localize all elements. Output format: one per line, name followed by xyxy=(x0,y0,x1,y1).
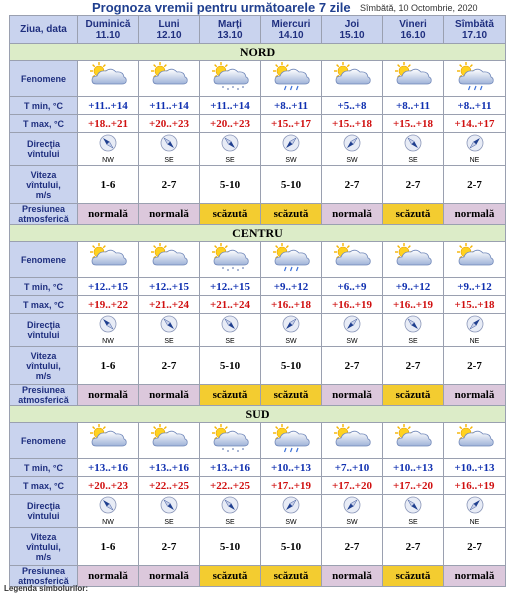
tmin-value: +12..+15 xyxy=(78,278,139,296)
day-date: 17.10 xyxy=(461,29,488,41)
wind-direction-text: SE xyxy=(225,518,235,526)
pressure-label-text: Presiunea xyxy=(21,204,66,214)
pressure-value: scăzută xyxy=(200,566,261,587)
wind-speed-value: 1-6 xyxy=(78,528,139,566)
wind-direction-cell xyxy=(261,314,322,347)
pressure-value: scăzută xyxy=(261,385,322,406)
pressure-value: scăzută xyxy=(200,204,261,225)
wind-direction-icon xyxy=(282,315,300,333)
pressure-row xyxy=(10,385,506,406)
tmax-value: +20..+23 xyxy=(139,115,200,133)
partly-cloudy-icon xyxy=(87,423,129,453)
pressure-value: normală xyxy=(139,566,200,587)
wind-direction-icon xyxy=(404,134,422,152)
tmin-value: +8..+11 xyxy=(261,97,322,115)
tmax-value: +17..+20 xyxy=(322,477,383,495)
tmax-label-text: T max, °C xyxy=(22,480,65,491)
region-title: CENTRU xyxy=(10,225,506,242)
wind-direction-row xyxy=(10,495,506,528)
pressure-value: normală xyxy=(78,566,139,587)
wind-direction-text: SW xyxy=(285,337,297,345)
wind-direction-text: SE xyxy=(164,518,174,526)
wind-speed-label-text: vîntului, xyxy=(26,360,61,371)
pressure-value: normală xyxy=(78,385,139,406)
weather-cell xyxy=(322,242,383,278)
wind-direction-label xyxy=(10,314,78,347)
pressure-label-text: atmosferică xyxy=(18,576,69,586)
wind-speed-label xyxy=(10,347,78,385)
day-name: Miercuri xyxy=(271,18,311,30)
wind-speed-label-text: Viteza xyxy=(30,531,57,542)
wind-direction-cell xyxy=(444,314,506,347)
weather-cell xyxy=(78,242,139,278)
wind-direction-cell xyxy=(261,495,322,528)
day-date: 15.10 xyxy=(339,29,365,41)
pressure-value: normală xyxy=(444,566,506,587)
pressure-label-text: atmosferică xyxy=(18,214,69,224)
cloud-rain-sun-icon xyxy=(270,61,312,91)
partly-cloudy-icon xyxy=(454,423,496,453)
wind-direction-cell xyxy=(444,495,506,528)
cloud-snow-icon xyxy=(209,242,251,272)
wind-direction-cell xyxy=(200,133,261,166)
wind-speed-value: 5-10 xyxy=(261,166,322,204)
weather-cell xyxy=(78,61,139,97)
wind-direction-text: SW xyxy=(346,518,358,526)
wind-direction-label xyxy=(10,133,78,166)
weather-cell xyxy=(444,423,506,459)
region-title: SUD xyxy=(10,406,506,423)
wind-direction-text: NE xyxy=(469,156,480,164)
cloud-snow-icon xyxy=(209,423,251,453)
tmin-value: +11..+14 xyxy=(78,97,139,115)
wind-direction-text: SW xyxy=(285,156,297,164)
weather-cell xyxy=(139,61,200,97)
legend-footer: Legenda simbolurilor: xyxy=(4,584,89,593)
wind-direction-text: SW xyxy=(285,518,297,526)
tmin-value: +13..+16 xyxy=(200,459,261,477)
tmin-value: +9..+12 xyxy=(383,278,444,296)
wind-direction-text: SE xyxy=(164,337,174,345)
wind-direction-icon xyxy=(221,134,239,152)
tmin-label-text: T min, °C xyxy=(23,100,64,111)
wind-direction-icon xyxy=(221,496,239,514)
wind-speed-label-text: m/s xyxy=(35,551,52,562)
partly-cloudy-icon xyxy=(454,242,496,272)
pressure-value: scăzută xyxy=(261,204,322,225)
tmax-value: +14..+17 xyxy=(444,115,506,133)
tmax-value: +21..+24 xyxy=(200,296,261,314)
wind-direction-icon xyxy=(99,134,117,152)
weather-cell xyxy=(383,242,444,278)
wind-direction-cell xyxy=(139,314,200,347)
region-title: NORD xyxy=(10,44,506,61)
wind-direction-text: SW xyxy=(346,156,358,164)
wind-direction-icon xyxy=(282,134,300,152)
wind-speed-value: 2-7 xyxy=(139,528,200,566)
weather-cell xyxy=(200,242,261,278)
pressure-value: normală xyxy=(139,385,200,406)
tmax-value: +22..+25 xyxy=(200,477,261,495)
wind-direction-row xyxy=(10,133,506,166)
pressure-value: normală xyxy=(444,385,506,406)
wind-speed-value: 5-10 xyxy=(200,166,261,204)
wind-direction-icon xyxy=(282,496,300,514)
pressure-label-text: Presiunea xyxy=(21,385,66,395)
wind-direction-label-text: vîntului xyxy=(27,330,60,340)
wind-speed-label-text: m/s xyxy=(35,189,52,200)
title-bar xyxy=(0,0,513,16)
wind-direction-label-text: vîntului xyxy=(27,149,60,159)
wind-direction-cell xyxy=(383,133,444,166)
region-row xyxy=(10,406,506,423)
wind-direction-label-text: Direcţia xyxy=(26,501,61,511)
tmax-label xyxy=(10,296,78,314)
wind-speed-label xyxy=(10,166,78,204)
partly-cloudy-icon xyxy=(148,61,190,91)
pressure-label xyxy=(10,204,78,225)
pressure-label-text: atmosferică xyxy=(18,395,69,405)
day-header xyxy=(78,16,139,44)
tmin-value: +5..+8 xyxy=(322,97,383,115)
pressure-row xyxy=(10,204,506,225)
phenomena-label xyxy=(10,423,78,459)
wind-speed-value: 2-7 xyxy=(322,528,383,566)
tmin-value: +7..+10 xyxy=(322,459,383,477)
wind-direction-label-text: Direcţia xyxy=(26,320,61,330)
tmin-value: +6..+9 xyxy=(322,278,383,296)
weather-cell xyxy=(200,423,261,459)
wind-direction-icon xyxy=(466,315,484,333)
wind-direction-icon xyxy=(160,496,178,514)
phenomena-label xyxy=(10,242,78,278)
wind-speed-value: 5-10 xyxy=(200,528,261,566)
tmax-value: +17..+19 xyxy=(261,477,322,495)
weather-cell xyxy=(139,423,200,459)
phenomena-label-text: Fenomene xyxy=(20,73,66,84)
partly-cloudy-icon xyxy=(87,242,129,272)
pressure-value: normală xyxy=(444,204,506,225)
day-header xyxy=(322,16,383,44)
header-label: Ziua, data xyxy=(10,16,78,44)
weather-cell xyxy=(78,423,139,459)
wind-direction-cell xyxy=(322,133,383,166)
tmax-value: +18..+21 xyxy=(78,115,139,133)
wind-direction-cell xyxy=(322,495,383,528)
wind-speed-row xyxy=(10,528,506,566)
weather-cell xyxy=(261,423,322,459)
wind-direction-icon xyxy=(343,496,361,514)
tmin-row xyxy=(10,459,506,477)
wind-speed-value: 2-7 xyxy=(139,166,200,204)
wind-speed-value: 1-6 xyxy=(78,347,139,385)
wind-direction-icon xyxy=(404,315,422,333)
tmax-value: +20..+23 xyxy=(200,115,261,133)
tmax-value: +16..+19 xyxy=(444,477,506,495)
cloud-snow-icon xyxy=(209,61,251,91)
wind-speed-value: 2-7 xyxy=(444,528,506,566)
day-header xyxy=(261,16,322,44)
wind-direction-cell xyxy=(78,495,139,528)
wind-direction-icon xyxy=(99,496,117,514)
wind-speed-label-text: m/s xyxy=(35,370,52,381)
wind-direction-icon xyxy=(99,315,117,333)
tmin-label xyxy=(10,459,78,477)
tmax-value: +19..+22 xyxy=(78,296,139,314)
wind-direction-cell xyxy=(78,314,139,347)
pressure-label xyxy=(10,385,78,406)
wind-direction-text: SE xyxy=(225,337,235,345)
partly-cloudy-icon xyxy=(148,242,190,272)
tmax-value: +20..+23 xyxy=(78,477,139,495)
pressure-value: normală xyxy=(78,204,139,225)
wind-direction-text: NE xyxy=(469,518,480,526)
wind-direction-text: NW xyxy=(102,518,114,526)
wind-direction-label-text: Direcţia xyxy=(26,139,61,149)
weather-cell xyxy=(261,61,322,97)
wind-direction-row xyxy=(10,314,506,347)
page-title: Prognoza vremii pentru următoarele 7 zile xyxy=(92,0,351,15)
weather-cell xyxy=(200,61,261,97)
wind-direction-text: SE xyxy=(408,337,418,345)
wind-speed-label xyxy=(10,528,78,566)
tmax-value: +16..+19 xyxy=(322,296,383,314)
tmax-value: +15..+17 xyxy=(261,115,322,133)
wind-direction-text: NE xyxy=(469,337,480,345)
day-name: Vineri xyxy=(399,18,427,30)
tmin-value: +11..+14 xyxy=(139,97,200,115)
wind-direction-text: SE xyxy=(408,518,418,526)
wind-speed-value: 2-7 xyxy=(322,166,383,204)
phenomena-label-text: Fenomene xyxy=(20,254,66,265)
tmax-label-text: T max, °C xyxy=(22,118,65,129)
wind-direction-cell xyxy=(383,314,444,347)
wind-direction-icon xyxy=(343,134,361,152)
tmin-value: +8..+11 xyxy=(383,97,444,115)
partly-cloudy-icon xyxy=(148,423,190,453)
wind-direction-cell xyxy=(139,133,200,166)
day-date: 12.10 xyxy=(156,29,182,41)
wind-direction-icon xyxy=(343,315,361,333)
pressure-value: normală xyxy=(322,385,383,406)
wind-direction-cell xyxy=(383,495,444,528)
phenomena-row xyxy=(10,423,506,459)
wind-speed-value: 2-7 xyxy=(444,166,506,204)
wind-speed-value: 2-7 xyxy=(322,347,383,385)
wind-speed-value: 1-6 xyxy=(78,166,139,204)
wind-direction-label xyxy=(10,495,78,528)
tmax-label xyxy=(10,115,78,133)
wind-direction-text: SW xyxy=(346,337,358,345)
wind-direction-cell xyxy=(78,133,139,166)
tmin-value: +10..+13 xyxy=(444,459,506,477)
wind-speed-label-text: vîntului, xyxy=(26,179,61,190)
wind-speed-row xyxy=(10,166,506,204)
wind-speed-label-text: Viteza xyxy=(30,350,57,361)
tmin-row xyxy=(10,278,506,296)
cloud-rain-sun-icon xyxy=(270,423,312,453)
partly-cloudy-icon xyxy=(331,61,373,91)
partly-cloudy-icon xyxy=(392,423,434,453)
wind-direction-icon xyxy=(404,496,422,514)
tmax-value: +15..+18 xyxy=(444,296,506,314)
phenomena-row xyxy=(10,242,506,278)
wind-direction-cell xyxy=(139,495,200,528)
tmin-value: +9..+12 xyxy=(444,278,506,296)
wind-direction-text: NW xyxy=(102,156,114,164)
tmax-row xyxy=(10,477,506,495)
weather-cell xyxy=(383,423,444,459)
wind-direction-text: SE xyxy=(408,156,418,164)
tmax-value: +21..+24 xyxy=(139,296,200,314)
phenomena-row xyxy=(10,61,506,97)
tmin-label xyxy=(10,97,78,115)
wind-speed-label-text: vîntului, xyxy=(26,541,61,552)
pressure-value: scăzută xyxy=(261,566,322,587)
day-name: Luni xyxy=(158,18,180,30)
tmax-value: +15..+18 xyxy=(383,115,444,133)
cloud-rain-sun-icon xyxy=(270,242,312,272)
weather-cell xyxy=(383,61,444,97)
day-name: Marți xyxy=(218,18,242,30)
wind-speed-value: 2-7 xyxy=(444,347,506,385)
weather-cell xyxy=(444,61,506,97)
pressure-value: scăzută xyxy=(200,385,261,406)
cloud-rain-sun-icon xyxy=(454,61,496,91)
tmin-value: +8..+11 xyxy=(444,97,506,115)
day-date: 11.10 xyxy=(95,29,121,41)
weather-cell xyxy=(322,423,383,459)
partly-cloudy-icon xyxy=(392,61,434,91)
header-row xyxy=(10,16,506,44)
tmin-label xyxy=(10,278,78,296)
tmin-value: +10..+13 xyxy=(383,459,444,477)
tmin-value: +12..+15 xyxy=(200,278,261,296)
phenomena-label-text: Fenomene xyxy=(20,435,66,446)
tmax-row xyxy=(10,115,506,133)
wind-direction-icon xyxy=(160,315,178,333)
partly-cloudy-icon xyxy=(392,242,434,272)
current-date: Sîmbătă, 10 Octombrie, 2020 xyxy=(360,3,478,13)
tmin-value: +10..+13 xyxy=(261,459,322,477)
partly-cloudy-icon xyxy=(87,61,129,91)
weather-cell xyxy=(444,242,506,278)
tmin-value: +13..+16 xyxy=(139,459,200,477)
day-header xyxy=(200,16,261,44)
day-date: 13.10 xyxy=(217,29,243,41)
tmax-label xyxy=(10,477,78,495)
tmin-value: +13..+16 xyxy=(78,459,139,477)
tmax-value: +17..+20 xyxy=(383,477,444,495)
weather-cell xyxy=(139,242,200,278)
phenomena-label xyxy=(10,61,78,97)
wind-direction-cell xyxy=(444,133,506,166)
day-date: 16.10 xyxy=(400,29,426,41)
wind-direction-cell xyxy=(261,133,322,166)
region-row xyxy=(10,225,506,242)
wind-direction-text: SE xyxy=(225,156,235,164)
tmax-row xyxy=(10,296,506,314)
day-name: Duminică xyxy=(85,18,131,30)
day-header xyxy=(383,16,444,44)
tmin-value: +12..+15 xyxy=(139,278,200,296)
wind-direction-text: NW xyxy=(102,337,114,345)
tmin-value: +9..+12 xyxy=(261,278,322,296)
wind-direction-icon xyxy=(221,315,239,333)
pressure-value: normală xyxy=(322,566,383,587)
pressure-label-text: Presiunea xyxy=(21,566,66,576)
wind-direction-text: SE xyxy=(164,156,174,164)
day-header xyxy=(139,16,200,44)
tmax-value: +15..+18 xyxy=(322,115,383,133)
wind-direction-cell xyxy=(200,495,261,528)
day-header xyxy=(444,16,506,44)
wind-speed-value: 5-10 xyxy=(261,347,322,385)
wind-direction-cell xyxy=(322,314,383,347)
pressure-value: scăzută xyxy=(383,385,444,406)
tmin-row xyxy=(10,97,506,115)
wind-direction-icon xyxy=(466,134,484,152)
wind-speed-value: 5-10 xyxy=(200,347,261,385)
pressure-value: normală xyxy=(322,204,383,225)
pressure-value: scăzută xyxy=(383,204,444,225)
tmin-label-text: T min, °C xyxy=(23,281,64,292)
partly-cloudy-icon xyxy=(331,242,373,272)
wind-speed-value: 5-10 xyxy=(261,528,322,566)
tmin-value: +11..+14 xyxy=(200,97,261,115)
region-row xyxy=(10,44,506,61)
wind-speed-value: 2-7 xyxy=(383,166,444,204)
tmax-value: +16..+18 xyxy=(261,296,322,314)
tmax-value: +16..+19 xyxy=(383,296,444,314)
wind-direction-cell xyxy=(200,314,261,347)
wind-speed-value: 2-7 xyxy=(139,347,200,385)
wind-direction-label-text: vîntului xyxy=(27,511,60,521)
wind-speed-value: 2-7 xyxy=(383,347,444,385)
day-name: Joi xyxy=(344,18,360,30)
tmax-value: +22..+25 xyxy=(139,477,200,495)
wind-speed-row xyxy=(10,347,506,385)
tmin-label-text: T min, °C xyxy=(23,462,64,473)
wind-direction-icon xyxy=(160,134,178,152)
wind-direction-icon xyxy=(466,496,484,514)
day-name: Sîmbătă xyxy=(455,18,494,30)
forecast-table xyxy=(9,15,506,587)
partly-cloudy-icon xyxy=(331,423,373,453)
pressure-value: normală xyxy=(139,204,200,225)
wind-speed-label-text: Viteza xyxy=(30,169,57,180)
weather-cell xyxy=(261,242,322,278)
pressure-value: scăzută xyxy=(383,566,444,587)
tmax-label-text: T max, °C xyxy=(22,299,65,310)
day-date: 14.10 xyxy=(278,29,304,41)
wind-speed-value: 2-7 xyxy=(383,528,444,566)
weather-cell xyxy=(322,61,383,97)
